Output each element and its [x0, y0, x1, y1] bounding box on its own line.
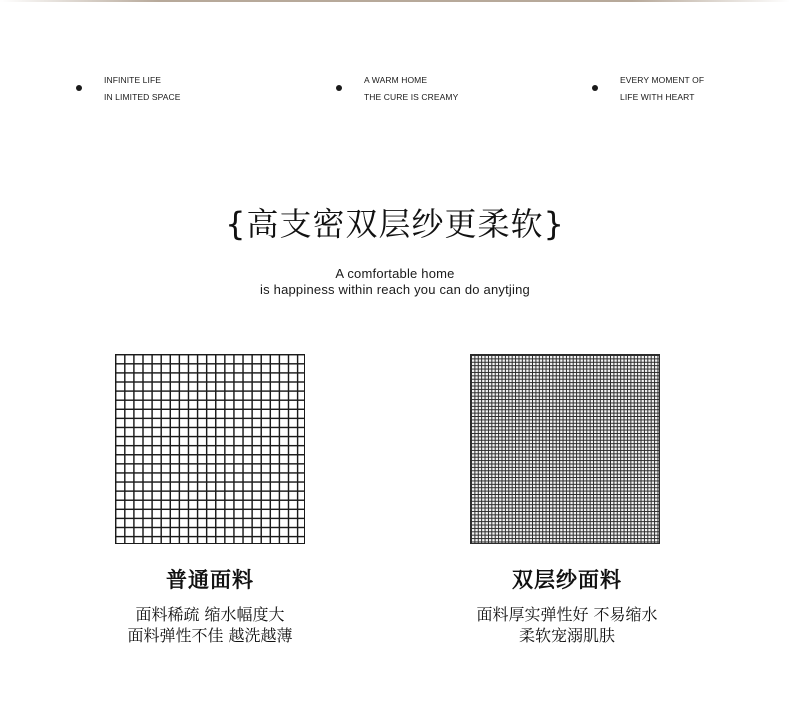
bullet-dot-icon — [592, 85, 598, 91]
double-gauze-title: 双层纱面料 — [512, 568, 622, 592]
headline: {高支密双层纱更柔软} — [225, 205, 565, 243]
tagline-line: A WARM HOME — [364, 75, 428, 85]
double-gauze-desc-1: 面料厚实弹性好 不易缩水 — [476, 605, 658, 624]
tagline-line: IN LIMITED SPACE — [104, 92, 181, 102]
normal-fabric-desc-2: 面料弹性不佳 越洗越薄 — [127, 626, 293, 645]
tagline-line: INFINITE LIFE — [104, 75, 162, 85]
double-gauze-desc-2: 柔软宠溺肌肤 — [518, 626, 615, 645]
subtitle-line-1: A comfortable home — [335, 266, 455, 281]
tagline-line: EVERY MOMENT OF — [620, 75, 705, 85]
subtitle-line-2: is happiness within reach you can do anytjing — [260, 282, 530, 297]
normal-fabric-desc-1: 面料稀疏 缩水幅度大 — [135, 605, 285, 624]
normal-fabric-grid-swatch — [115, 354, 305, 544]
double-gauze-grid-swatch — [470, 354, 660, 544]
normal-fabric-title: 普通面料 — [166, 568, 254, 592]
bullet-dot-icon — [76, 85, 82, 91]
top-divider — [0, 0, 790, 2]
tagline-line: LIFE WITH HEART — [620, 92, 695, 102]
bullet-dot-icon — [336, 85, 342, 91]
tagline-line: THE CURE IS CREAMY — [364, 92, 459, 102]
